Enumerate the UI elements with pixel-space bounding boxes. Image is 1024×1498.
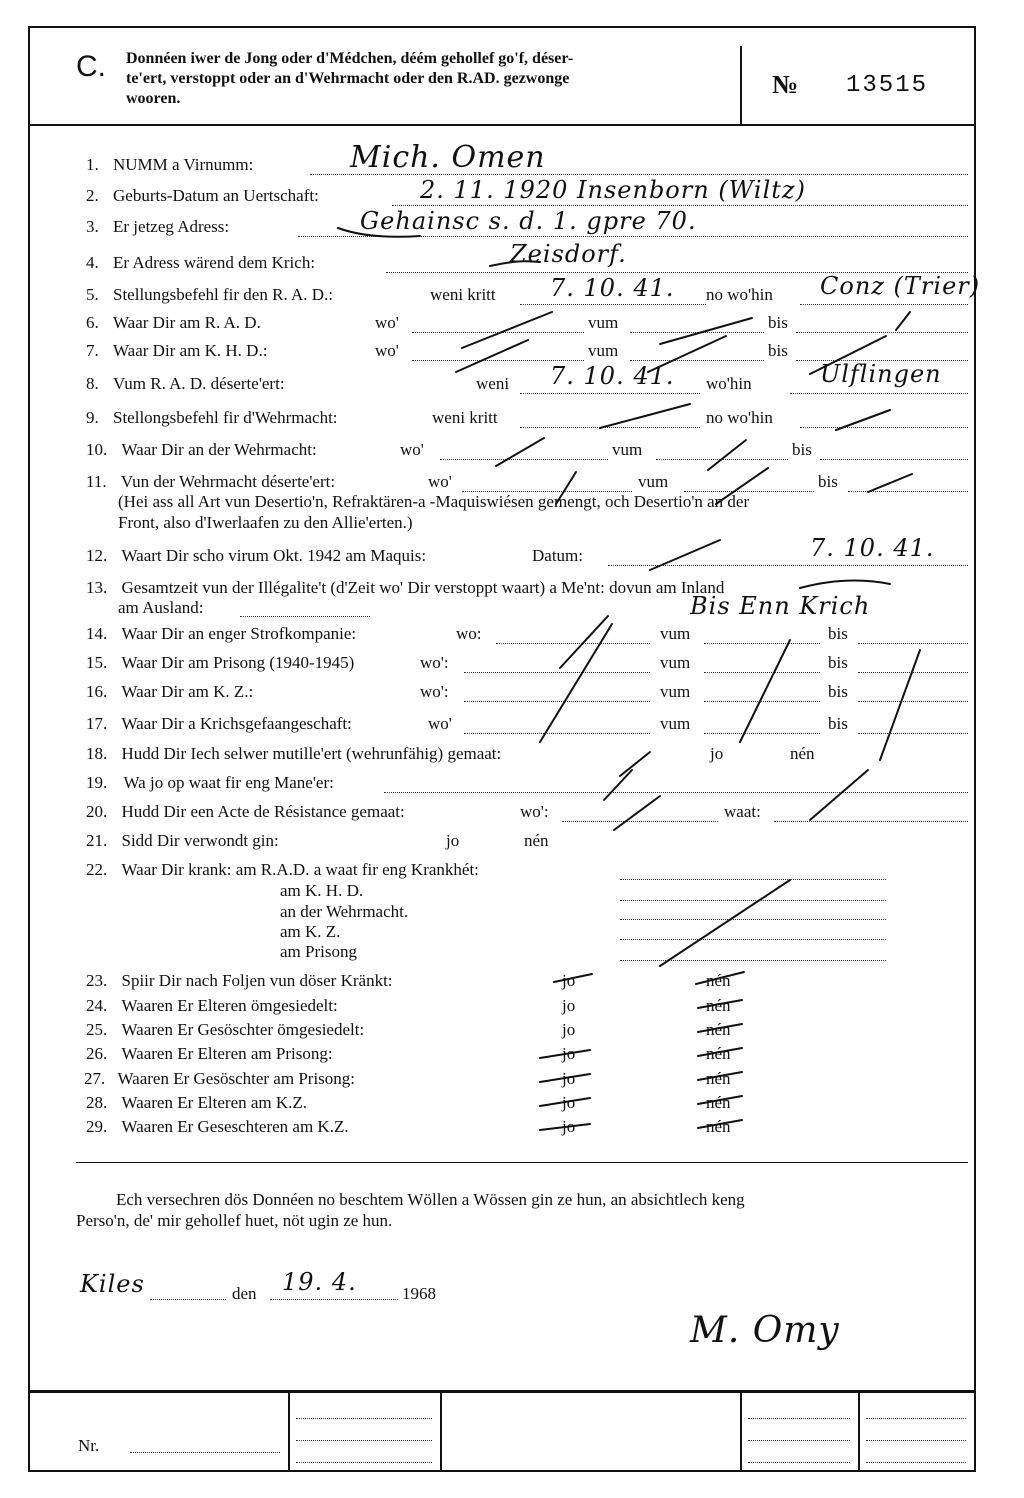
strike-q28-jo: [540, 1098, 590, 1106]
stroke-q20-wo: [614, 796, 660, 830]
q14-wo: wo:: [456, 624, 482, 643]
q8-weni: weni: [476, 374, 510, 393]
stroke-q7-bis: [810, 336, 886, 374]
stroke-q12: [650, 540, 720, 570]
q13-ausland: am Ausland:: [118, 598, 204, 617]
q26-jo[interactable]: jo: [562, 1044, 576, 1063]
number-symbol: №: [772, 70, 799, 99]
q17-bis: bis: [828, 714, 848, 733]
q22-label: Waar Dir krank: am R.A.D. a waat fir eng Krankhét:: [121, 860, 479, 879]
q12-date-answer: 7. 10. 41.: [810, 534, 935, 562]
q12-label: Waart Dir scho virum Okt. 1942 am Maquis:: [121, 546, 427, 565]
q23-number: 23.: [86, 971, 108, 990]
section-letter: C.: [76, 50, 106, 83]
q28-label: Waaren Er Elteren am K.Z.: [121, 1093, 308, 1112]
q5-wohin: no wo'hin: [706, 285, 773, 304]
strike-q27-jo: [540, 1074, 590, 1082]
q2-answer: 2. 11. 1920 Insenborn (Wiltz): [420, 176, 806, 204]
signature-place: Kiles: [80, 1270, 145, 1298]
q16-wo: wo':: [420, 682, 449, 701]
q27-number: 27.: [84, 1069, 106, 1088]
q1-label: NUMM a Virnumm:: [113, 155, 254, 174]
q11-note-line2: Front, also d'Iwerlaafen zu den Allie'erten.): [118, 513, 413, 532]
strike-q27-nen: [698, 1072, 742, 1080]
stroke-q3-line: [338, 228, 420, 237]
stroke-q20-waat: [810, 770, 868, 820]
q28-number: 28.: [86, 1093, 108, 1112]
q11-vum: vum: [638, 472, 669, 491]
q24-jo[interactable]: jo: [562, 996, 576, 1015]
q27-jo[interactable]: jo: [562, 1069, 576, 1088]
q28-jo[interactable]: jo: [562, 1093, 576, 1112]
signature-name: M. Omy: [690, 1310, 840, 1351]
q6-label: Waar Dir am R. A. D.: [113, 313, 261, 332]
declaration-line1: Ech versechren dös Donnéen no beschtem Wöllen a Wössen gin ze hun, an absichtlech keng: [116, 1190, 745, 1209]
q18-label: Hudd Dir Iech selwer mutille'ert (wehrunfähig) gemaat:: [121, 744, 502, 763]
q23-label: Spiir Dir nach Foljen vun döser Kränkt:: [121, 971, 393, 990]
q15-wo: wo':: [420, 653, 449, 672]
q15-bis: bis: [828, 653, 848, 672]
q6-number: 6.: [86, 313, 99, 332]
q28-nen[interactable]: nén: [706, 1093, 731, 1112]
q24-label: Waaren Er Elteren ömgesiedelt:: [121, 996, 338, 1015]
signature-year: 1968: [402, 1284, 436, 1303]
q2-label: Geburts-Datum an Uertschaft:: [113, 186, 319, 205]
stroke-q19: [604, 770, 632, 800]
q10-bis: bis: [792, 440, 812, 459]
q22-sub-prisong: am Prisong: [280, 942, 357, 961]
q25-nen[interactable]: nén: [706, 1020, 731, 1039]
q5-weni-kritt: weni kritt: [430, 285, 496, 304]
q7-label: Waar Dir am K. H. D.:: [113, 341, 268, 360]
q22-number: 22.: [86, 860, 108, 879]
q29-label: Waaren Er Geseschteren am K.Z.: [121, 1117, 349, 1136]
strike-q23-jo: [554, 974, 592, 982]
q16-bis: bis: [828, 682, 848, 701]
q9-label: Stellongsbefehl fir d'Wehrmacht:: [113, 408, 338, 427]
q29-number: 29.: [86, 1117, 108, 1136]
q9-number: 9.: [86, 408, 99, 427]
q13-label: Gesamtzeit vun der Illégalite't (d'Zeit wo' Dir verstoppt waart) a Me'nt: dovun am Inland: [121, 578, 725, 597]
q20-wo: wo':: [520, 802, 549, 821]
q9-wohin: no wo'hin: [706, 408, 773, 427]
q29-nen[interactable]: nén: [706, 1117, 731, 1136]
q4-label: Er Adress wärend dem Krich:: [113, 253, 316, 272]
q17-wo: wo': [428, 714, 452, 733]
q8-label: Vum R. A. D. déserte'ert:: [113, 374, 285, 393]
q11-number: 11.: [86, 472, 107, 491]
signature-date: 19. 4.: [282, 1268, 357, 1296]
q17-label: Waar Dir a Krichsgefaangeschaft:: [121, 714, 352, 733]
header-title-line2: te'ert, verstoppt oder an d'Wehrmacht oder den R.AD. gezwonge: [126, 70, 570, 87]
q20-label: Hudd Dir een Acte de Résistance gemaat:: [121, 802, 405, 821]
stroke-q14-mid: [540, 624, 612, 742]
q5-place-answer: Conz (Trier): [820, 272, 981, 300]
strike-q29-nen: [698, 1120, 742, 1128]
q27-label: Waaren Er Gesöschter am Prisong:: [117, 1069, 356, 1088]
q24-number: 24.: [86, 996, 108, 1015]
stroke-q7-vum: [648, 336, 726, 372]
q21-label: Sidd Dir verwondt gin:: [121, 831, 279, 850]
strike-q25-nen: [698, 1024, 742, 1032]
q21-nen[interactable]: nén: [524, 831, 549, 850]
q8-place-answer: Ulflingen: [820, 360, 942, 388]
q17-number: 17.: [86, 714, 108, 733]
stroke-q9: [600, 404, 690, 428]
stroke-q13: [800, 581, 890, 588]
q10-wo: wo': [400, 440, 424, 459]
q15-vum: vum: [660, 653, 691, 672]
stroke-q11-bis: [868, 474, 912, 492]
stroke-q7: [456, 340, 528, 372]
q22-sub-kz: am K. Z.: [280, 922, 341, 941]
q22-sub-khd: am K. H. D.: [280, 881, 364, 900]
q29-jo[interactable]: jo: [562, 1117, 576, 1136]
q12-number: 12.: [86, 546, 108, 565]
q1-answer: Mich. Omen: [350, 140, 546, 175]
q7-bis: bis: [768, 341, 788, 360]
stroke-q6-bis: [896, 312, 910, 330]
q13-number: 13.: [86, 578, 108, 597]
strike-q23-nen: [696, 972, 744, 984]
stroke-q6-wo: [462, 312, 552, 348]
q20-number: 20.: [86, 802, 108, 821]
stroke-q10-wo: [496, 438, 544, 466]
q11-wo: wo': [428, 472, 452, 491]
q11-bis: bis: [818, 472, 838, 491]
q8-number: 8.: [86, 374, 99, 393]
q14-vum: vum: [660, 624, 691, 643]
q20-waat: waat:: [724, 802, 761, 821]
q25-label: Waaren Er Gesöschter ömgesiedelt:: [121, 1020, 365, 1039]
q25-number: 25.: [86, 1020, 108, 1039]
q7-wo: wo': [375, 341, 399, 360]
q18-number: 18.: [86, 744, 108, 763]
q19-number: 19.: [86, 773, 108, 792]
q15-label: Waar Dir am Prisong (1940-1945): [121, 653, 355, 672]
strike-q26-nen: [698, 1048, 742, 1056]
stroke-q4-line: [490, 261, 540, 266]
q21-number: 21.: [86, 831, 108, 850]
q16-vum: vum: [660, 682, 691, 701]
q24-nen[interactable]: nén: [706, 996, 731, 1015]
strike-q26-jo: [540, 1050, 590, 1058]
q22-sub-wehrmacht: an der Wehrmacht.: [280, 902, 409, 921]
stroke-q15: [740, 640, 790, 742]
q10-label: Waar Dir an der Wehrmacht:: [121, 440, 317, 459]
q17-vum: vum: [660, 714, 691, 733]
q23-nen[interactable]: nén: [706, 971, 731, 990]
q9-weni-kritt: weni kritt: [432, 408, 498, 427]
q25-jo[interactable]: jo: [562, 1020, 576, 1039]
q8-date-answer: 7. 10. 41.: [550, 362, 675, 390]
strike-q29-jo: [540, 1124, 590, 1130]
q21-jo[interactable]: jo: [446, 831, 460, 850]
signature-den: den: [232, 1284, 257, 1303]
q19-label: Wa jo op waat fir eng Mane'er:: [123, 773, 334, 792]
q27-nen[interactable]: nén: [706, 1069, 731, 1088]
form-number: 13515: [846, 72, 929, 99]
q11-label: Vun der Wehrmacht déserte'ert:: [120, 472, 336, 491]
stroke-q9-b: [836, 410, 890, 430]
q7-number: 7.: [86, 341, 99, 360]
q1-number: 1.: [86, 155, 99, 174]
strike-q24-nen: [698, 1000, 742, 1008]
header-title-line3: wooren.: [126, 90, 181, 107]
header-title-line1: Donnéen iwer de Jong oder d'Médchen, déém gehollef go'f, déser-: [126, 50, 574, 67]
footer-nr-label: Nr.: [78, 1436, 100, 1455]
q4-number: 4.: [86, 253, 99, 272]
q26-nen[interactable]: nén: [706, 1044, 731, 1063]
stroke-q6-vum: [660, 318, 752, 344]
q6-bis: bis: [768, 313, 788, 332]
q16-number: 16.: [86, 682, 108, 701]
stroke-q18: [620, 752, 650, 776]
q23-jo[interactable]: jo: [562, 971, 576, 990]
q26-number: 26.: [86, 1044, 108, 1063]
q5-number: 5.: [86, 285, 99, 304]
q10-number: 10.: [86, 440, 108, 459]
stroke-q10-vum: [708, 440, 746, 470]
q4-answer: Zeisdorf.: [510, 240, 627, 268]
stroke-q11-vum: [716, 468, 768, 504]
stroke-q22: [660, 880, 790, 966]
q2-number: 2.: [86, 186, 99, 205]
q5-date-answer: 7. 10. 41.: [550, 274, 675, 302]
q6-wo: wo': [375, 313, 399, 332]
q14-number: 14.: [86, 624, 108, 643]
q11-note-line1: (Hei ass all Art vun Desertio'n, Refraktären-a -Maquiswiésen gemengt, och Desertio'n an der: [118, 492, 750, 511]
q10-vum: vum: [612, 440, 643, 459]
q26-label: Waaren Er Elteren am Prisong:: [121, 1044, 333, 1063]
q3-label: Er jetzeg Adress:: [113, 217, 230, 236]
q13-answer: Bis Enn Krich: [690, 592, 871, 620]
q18-nen[interactable]: nén: [790, 744, 815, 763]
q6-vum: vum: [588, 313, 619, 332]
q14-bis: bis: [828, 624, 848, 643]
q14-label: Waar Dir an enger Strofkompanie:: [121, 624, 357, 643]
q16-label: Waar Dir am K. Z.:: [121, 682, 254, 701]
q3-number: 3.: [86, 217, 99, 236]
stroke-q16: [880, 650, 920, 760]
q5-label: Stellungsbefehl fir den R. A. D.:: [113, 285, 334, 304]
stroke-q11-wo: [556, 472, 576, 504]
q7-vum: vum: [588, 341, 619, 360]
declaration-line2: Perso'n, de' mir gehollef huet, nöt ugin ze hun.: [76, 1211, 393, 1230]
q15-number: 15.: [86, 653, 108, 672]
q8-wohin: wo'hin: [706, 374, 752, 393]
strike-q28-nen: [698, 1096, 742, 1104]
q18-jo[interactable]: jo: [710, 744, 724, 763]
q3-answer: Gehainsc s. d. 1. gpre 70.: [360, 207, 697, 235]
q12-datum: Datum:: [532, 546, 583, 565]
